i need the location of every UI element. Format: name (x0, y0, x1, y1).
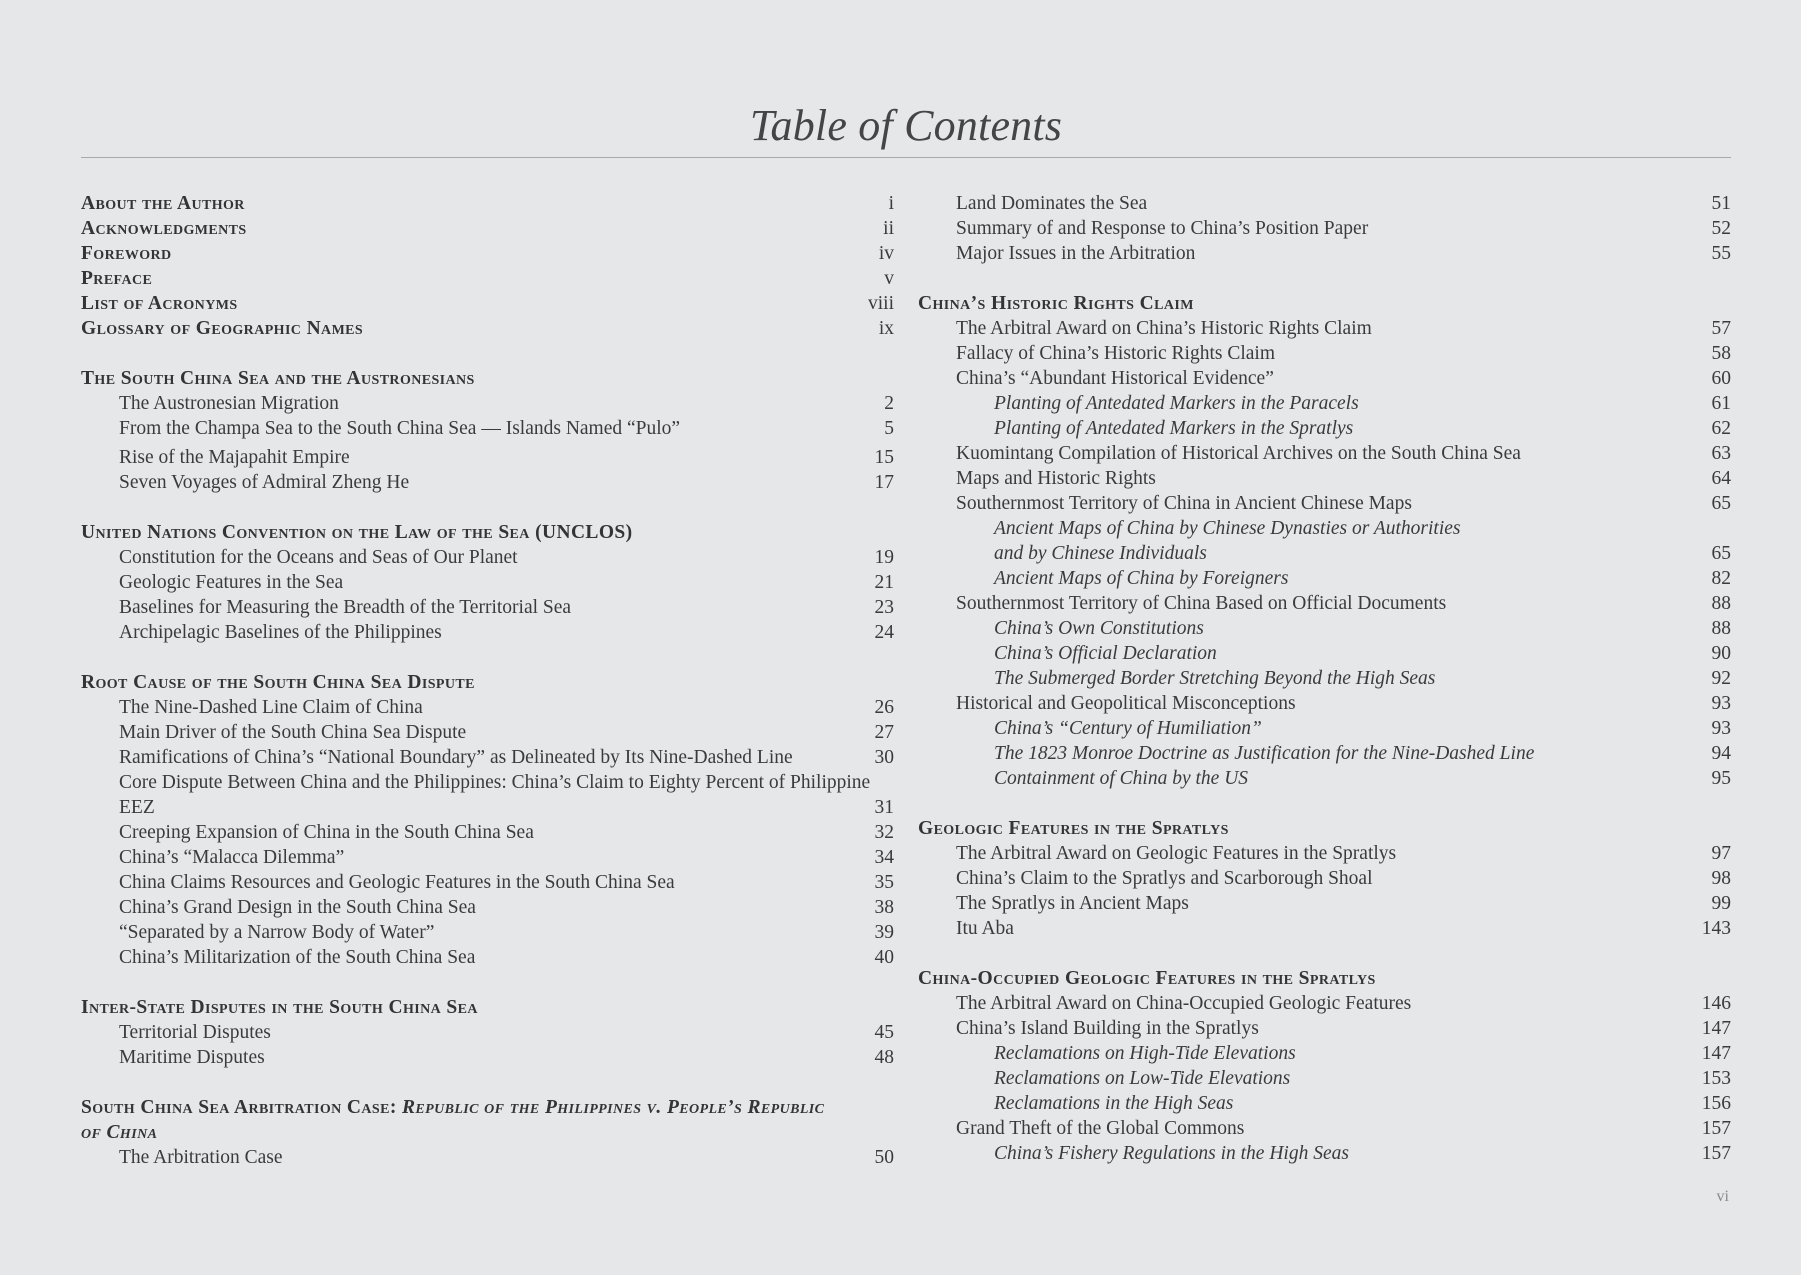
toc-entry-title: Reclamations on High-Tide Elevations (994, 1043, 1296, 1064)
toc-entry-summary-of-and-response-to-china-s-position-paper[interactable] (918, 216, 1731, 241)
toc-section-heading: United Nations Convention on the Law of the Sea (UNCLOS) (81, 522, 633, 543)
page-title: Table of Contents (749, 101, 1063, 150)
toc-page-number: 52 (1711, 218, 1731, 239)
toc-entry-title: Historical and Geopolitical Misconceptions (956, 693, 1296, 714)
toc-section-root-cause-of-the-south-china-sea-dispute[interactable] (81, 670, 894, 695)
toc-page-number: 64 (1711, 468, 1731, 489)
toc-entry-southernmost-territory-of-china-in-ancient-chinese-maps[interactable] (918, 491, 1731, 516)
toc-entry-planting-of-antedated-markers-in-the-spratlys[interactable] (918, 416, 1731, 441)
toc-entry-reclamations-on-high-tide-elevations[interactable] (918, 1041, 1731, 1066)
toc-entry-about-the-author[interactable] (81, 191, 894, 216)
toc-page-number: 31 (874, 797, 894, 818)
toc-page-number: 50 (874, 1147, 894, 1168)
toc-page-number: 34 (874, 847, 894, 868)
toc-entry-title: Land Dominates the Sea (956, 193, 1148, 214)
toc-entry-maritime-disputes[interactable] (81, 1045, 894, 1070)
toc-entry-title: China’s Claim to the Spratlys and Scarborough Shoal (956, 868, 1373, 889)
toc-entry-separated-by-a-narrow-body-of-water[interactable] (81, 920, 894, 945)
toc-entry-title: Constitution for the Oceans and Seas of Our Planet (119, 547, 518, 568)
toc-entry-main-driver-of-the-south-china-sea-dispute[interactable] (81, 720, 894, 745)
toc-entry-the-submerged-border-stretching-beyond-the-high-seas[interactable] (918, 666, 1731, 691)
toc-page-number: 93 (1711, 693, 1731, 714)
toc-page-number: 98 (1711, 868, 1731, 889)
toc-entry-preface[interactable] (81, 266, 894, 291)
toc-page-number: 35 (874, 872, 894, 893)
toc-page-number: ix (878, 318, 894, 339)
toc-entry-china-s-island-building-in-the-spratlys[interactable] (918, 1016, 1731, 1041)
toc-page-number: 147 (1701, 1018, 1731, 1039)
toc-entry-title: Seven Voyages of Admiral Zheng He (119, 472, 410, 493)
section-spacer (81, 970, 894, 995)
toc-section-arbitration-case[interactable] (81, 1095, 894, 1145)
toc-entry-historical-and-geopolitical-misconceptions[interactable] (918, 691, 1731, 716)
toc-page-number: 51 (1711, 193, 1731, 214)
toc-entry-title: The Submerged Border Stretching Beyond the High Seas (994, 668, 1436, 689)
toc-left-column (81, 191, 894, 1170)
heading-case-name: Republic of the Philippines v. People’s Republic of China (81, 1097, 825, 1143)
toc-page-number: v (884, 268, 894, 289)
toc-entry-baselines-for-measuring-the-breadth-of-the-territorial-sea[interactable] (81, 595, 894, 620)
toc-entry-containment-of-china-by-the-us[interactable] (918, 766, 1731, 791)
toc-page-number: 65 (1711, 543, 1731, 564)
toc-entry-title: The 1823 Monroe Doctrine as Justification for the Nine-Dashed Line (994, 743, 1535, 764)
toc-entry-china-s-malacca-dilemma[interactable] (81, 845, 894, 870)
toc-entry-title: The Spratlys in Ancient Maps (956, 893, 1189, 914)
toc-entry-title: Reclamations in the High Seas (994, 1093, 1234, 1114)
toc-page-number: 27 (874, 722, 894, 743)
toc-section-heading: Inter-State Disputes in the South China Sea (81, 997, 478, 1018)
toc-entry-creeping-expansion-of-china-in-the-south-china-sea[interactable] (81, 820, 894, 845)
toc-entry-geologic-features-in-the-sea[interactable] (81, 570, 894, 595)
toc-page-number: 153 (1701, 1068, 1731, 1089)
toc-entry-title: Southernmost Territory of China Based on Official Documents (956, 593, 1447, 614)
toc-page-number: 48 (874, 1047, 894, 1068)
toc-entry-ancient-maps-of-china-by-foreigners[interactable] (918, 566, 1731, 591)
toc-page-number: 95 (1711, 768, 1731, 789)
toc-page-number: 39 (874, 922, 894, 943)
toc-entry-china-s-claim-to-the-spratlys-and-scarborough-shoal[interactable] (918, 866, 1731, 891)
toc-page-number: 99 (1711, 893, 1731, 914)
toc-page-number: 30 (874, 747, 894, 768)
toc-page-number: 40 (874, 947, 894, 968)
section-spacer (81, 645, 894, 670)
toc-page-number: iv (878, 243, 894, 264)
toc-entry-title: Baselines for Measuring the Breadth of the Territorial Sea (119, 597, 572, 618)
toc-section-heading: China-Occupied Geologic Features in the Spratlys (918, 968, 1376, 989)
toc-entry-title: Foreword (81, 243, 172, 264)
toc-section-united-nations-convention-on-the-law-of-the-sea-unclos[interactable] (81, 520, 894, 545)
toc-entry-acknowledgments[interactable] (81, 216, 894, 241)
toc-entry-china-claims-resources-and-geologic-features-in-the-south-ch[interactable] (81, 870, 894, 895)
toc-entry-title: Rise of the Majapahit Empire (119, 447, 350, 468)
page-number: vi (1716, 1188, 1729, 1205)
toc-entry-title: Core Dispute Between China and the Philippines: China’s Claim to Eighty Percent of Philippine EEZ (119, 772, 871, 818)
toc-entry-title: China’s “Abundant Historical Evidence” (956, 368, 1274, 389)
toc-entry-title: China’s Militarization of the South China Sea (119, 947, 476, 968)
toc-entry-china-s-own-constitutions[interactable] (918, 616, 1731, 641)
section-spacer (918, 941, 1731, 966)
toc-entry-title: Glossary of Geographic Names (81, 318, 364, 339)
toc-page-number: 147 (1701, 1043, 1731, 1064)
toc-page-number: 57 (1711, 318, 1731, 339)
toc-entry-title: From the Champa Sea to the South China Sea — Islands Named “Pulo” (119, 418, 681, 439)
section-spacer (81, 1070, 894, 1095)
toc-entry-itu-aba[interactable] (918, 916, 1731, 941)
toc-entry-title: The Austronesian Migration (119, 393, 339, 414)
title-rule (81, 157, 1731, 158)
toc-entry-title: China’s Own Constitutions (994, 618, 1204, 639)
toc-entry-title: Acknowledgments (81, 218, 247, 239)
toc-entry-title: About the Author (81, 193, 245, 214)
toc-entry-southernmost-territory-of-china-based-on-official-documents[interactable] (918, 591, 1731, 616)
toc-entry-ancient-maps-of-china-by-chinese-dynasties-or-authorities-an[interactable] (918, 516, 1731, 566)
toc-entry-the-arbitration-case[interactable] (81, 1145, 894, 1170)
toc-entry-the-spratlys-in-ancient-maps[interactable] (918, 891, 1731, 916)
toc-entry-title: Creeping Expansion of China in the South China Sea (119, 822, 534, 843)
toc-entry-the-arbitral-award-on-geologic-features-in-the-spratlys[interactable] (918, 841, 1731, 866)
toc-page-number: 146 (1701, 993, 1731, 1014)
toc-entry-reclamations-on-low-tide-elevations[interactable] (918, 1066, 1731, 1091)
toc-section-china-s-historic-rights-claim[interactable] (918, 291, 1731, 316)
toc-entry-from-the-champa-sea-to-the-south-china-sea-islands-named-pul[interactable] (81, 416, 894, 445)
toc-page-number: 32 (874, 822, 894, 843)
section-spacer (81, 495, 894, 520)
toc-entry-title: Kuomintang Compilation of Historical Archives on the South China Sea (956, 443, 1521, 464)
toc-entry-the-arbitral-award-on-china-occupied-geologic-features[interactable] (918, 991, 1731, 1016)
toc-entry-title: Main Driver of the South China Sea Dispute (119, 722, 467, 743)
toc-page-number: ii (883, 218, 894, 239)
toc-page-number: 93 (1711, 718, 1731, 739)
toc-entry-title: Preface (81, 268, 153, 289)
toc-entry-the-arbitral-award-on-china-s-historic-rights-claim[interactable] (918, 316, 1731, 341)
toc-entry-list-of-acronyms[interactable] (81, 291, 894, 316)
toc-section-the-south-china-sea-and-the-austronesians[interactable] (81, 366, 894, 391)
toc-entry-title: Maritime Disputes (119, 1047, 265, 1068)
toc-page-number: 63 (1711, 443, 1731, 464)
toc-page-number: 45 (874, 1022, 894, 1043)
toc-entry-grand-theft-of-the-global-commons[interactable] (918, 1116, 1731, 1141)
toc-page-number: viii (867, 293, 894, 314)
toc-entry-title: Fallacy of China’s Historic Rights Claim (956, 343, 1276, 364)
toc-entry-title: Territorial Disputes (119, 1022, 271, 1043)
toc-page-number: 5 (884, 418, 894, 439)
toc-page-number: 21 (874, 572, 894, 593)
toc-entry-title: China’s “Century of Humiliation” (994, 718, 1262, 739)
toc-entry-title: Reclamations on Low-Tide Elevations (994, 1068, 1291, 1089)
toc-entry-the-austronesian-migration[interactable] (81, 391, 894, 416)
toc-entry-title: Itu Aba (956, 918, 1014, 939)
toc-entry-title: Major Issues in the Arbitration (956, 243, 1196, 264)
toc-page-number: 17 (874, 472, 894, 493)
toc-entry-glossary-of-geographic-names[interactable] (81, 316, 894, 341)
toc-entry-title: Planting of Antedated Markers in the Paracels (994, 393, 1359, 414)
toc-page-number: 15 (874, 447, 894, 468)
toc-entry-title: The Arbitral Award on China’s Historic Rights Claim (956, 318, 1372, 339)
toc-entry-china-s-official-declaration[interactable] (918, 641, 1731, 666)
toc-entry-title: China’s Island Building in the Spratlys (956, 1018, 1259, 1039)
toc-entry-fallacy-of-china-s-historic-rights-claim[interactable] (918, 341, 1731, 366)
toc-page-number: 26 (874, 697, 894, 718)
toc-page-number: 88 (1711, 593, 1731, 614)
toc-entry-title: Containment of China by the US (994, 768, 1249, 789)
section-spacer (918, 791, 1731, 816)
toc-entry-the-nine-dashed-line-claim-of-china[interactable] (81, 695, 894, 720)
toc-entry-kuomintang-compilation-of-historical-archives-on-the-south-c[interactable] (918, 441, 1731, 466)
toc-page-number: 23 (874, 597, 894, 618)
toc-entry-title: Archipelagic Baselines of the Philippines (119, 622, 442, 643)
toc-page-number: 82 (1711, 568, 1731, 589)
toc-entry-title: “Separated by a Narrow Body of Water” (119, 922, 435, 943)
toc-entry-title: China’s Grand Design in the South China Sea (119, 897, 476, 918)
toc-entry-china-s-militarization-of-the-south-china-sea[interactable] (81, 945, 894, 970)
section-spacer (81, 341, 894, 366)
toc-page-number: 62 (1711, 418, 1731, 439)
toc-entry-planting-of-antedated-markers-in-the-paracels[interactable] (918, 391, 1731, 416)
toc-page-number: 157 (1701, 1143, 1731, 1164)
toc-entry-foreword[interactable] (81, 241, 894, 266)
toc-entry-reclamations-in-the-high-seas[interactable] (918, 1091, 1731, 1116)
toc-entry-title: Ancient Maps of China by Foreigners (994, 568, 1289, 589)
toc-entry-title: China’s “Malacca Dilemma” (119, 847, 345, 868)
toc-page-number: 157 (1701, 1118, 1731, 1139)
toc-entry-title: The Arbitral Award on Geologic Features in the Spratlys (956, 843, 1397, 864)
toc-entry-seven-voyages-of-admiral-zheng-he[interactable] (81, 470, 894, 495)
toc-section-heading: China’s Historic Rights Claim (918, 293, 1194, 314)
toc-page-number: 94 (1711, 743, 1731, 764)
toc-entry-title: The Arbitration Case (119, 1147, 283, 1168)
toc-section-heading: Root Cause of the South China Sea Dispute (81, 672, 475, 693)
toc-page-number: 2 (884, 393, 894, 414)
toc-entry-ramifications-of-china-s-national-boundary-as-delineated-by-[interactable] (81, 745, 894, 770)
toc-section-inter-state-disputes-in-the-south-china-sea[interactable] (81, 995, 894, 1020)
toc-entry-constitution-for-the-oceans-and-seas-of-our-planet[interactable] (81, 545, 894, 570)
toc-entry-title: China’s Fishery Regulations in the High Seas (994, 1143, 1349, 1164)
toc-page-number: 58 (1711, 343, 1731, 364)
toc-page-number: 60 (1711, 368, 1731, 389)
toc-page-number: 24 (874, 622, 894, 643)
toc-page-number: 97 (1711, 843, 1731, 864)
toc-page-number: 61 (1711, 393, 1731, 414)
toc-entry-title: Ancient Maps of China by Chinese Dynasties or Authorities and by Chinese Individuals (994, 518, 1461, 564)
toc-section-china-occupied-geologic-features-in-the-spratlys[interactable] (918, 966, 1731, 991)
toc-entry-maps-and-historic-rights[interactable] (918, 466, 1731, 491)
toc-entry-china-s-abundant-historical-evidence[interactable] (918, 366, 1731, 391)
toc-page-number: 19 (874, 547, 894, 568)
section-spacer (918, 266, 1731, 291)
toc-entry-title: Maps and Historic Rights (956, 468, 1156, 489)
toc-page-number: 55 (1711, 243, 1731, 264)
toc-page-number: 156 (1701, 1093, 1731, 1114)
toc-page-number: 92 (1711, 668, 1731, 689)
toc-page-number: 38 (874, 897, 894, 918)
toc-page-number: 90 (1711, 643, 1731, 664)
toc-entry-title: Summary of and Response to China’s Position Paper (956, 218, 1369, 239)
toc-page-number: 88 (1711, 618, 1731, 639)
toc-section-heading: The South China Sea and the Austronesians (81, 368, 475, 389)
toc-entry-title: China’s Official Declaration (994, 643, 1217, 664)
toc-right-column (918, 191, 1731, 1166)
toc-entry-title: China Claims Resources and Geologic Features in the South China Sea (119, 872, 675, 893)
toc-section-geologic-features-in-the-spratlys[interactable] (918, 816, 1731, 841)
toc-entry-core-dispute-between-china-and-the-philippines-china-s-claim[interactable] (81, 770, 894, 820)
toc-entry-archipelagic-baselines-of-the-philippines[interactable] (81, 620, 894, 645)
toc-entry-china-s-grand-design-in-the-south-china-sea[interactable] (81, 895, 894, 920)
toc-entry-title: Ramifications of China’s “National Boundary” as Delineated by Its Nine-Dashed Line (119, 747, 793, 768)
toc-entry-title: Grand Theft of the Global Commons (956, 1118, 1245, 1139)
toc-entry-title: List of Acronyms (81, 293, 238, 314)
toc-entry-title: The Nine-Dashed Line Claim of China (119, 697, 423, 718)
toc-page-number: 143 (1701, 918, 1731, 939)
toc-entry-territorial-disputes[interactable] (81, 1020, 894, 1045)
toc-entry-china-s-fishery-regulations-in-the-high-seas[interactable] (918, 1141, 1731, 1166)
heading-part: South China Sea Arbitration Case: (81, 1097, 403, 1118)
toc-entry-land-dominates-the-sea[interactable] (918, 191, 1731, 216)
toc-section-heading (81, 1095, 841, 1145)
toc-entry-title: The Arbitral Award on China-Occupied Geologic Features (956, 993, 1412, 1014)
toc-entry-title: Geologic Features in the Sea (119, 572, 344, 593)
toc-entry-major-issues-in-the-arbitration[interactable] (918, 241, 1731, 266)
toc-section-heading: Geologic Features in the Spratlys (918, 818, 1229, 839)
toc-entry-title: Southernmost Territory of China in Ancient Chinese Maps (956, 493, 1412, 514)
toc-entry-the-1823-monroe-doctrine-as-justification-for-the-nine-dashe[interactable] (918, 741, 1731, 766)
toc-entry-rise-of-the-majapahit-empire[interactable] (81, 445, 894, 470)
toc-page-number: i (888, 193, 894, 214)
toc-page-number: 65 (1711, 493, 1731, 514)
toc-entry-china-s-century-of-humiliation[interactable] (918, 716, 1731, 741)
toc-entry-title: Planting of Antedated Markers in the Spratlys (994, 418, 1354, 439)
